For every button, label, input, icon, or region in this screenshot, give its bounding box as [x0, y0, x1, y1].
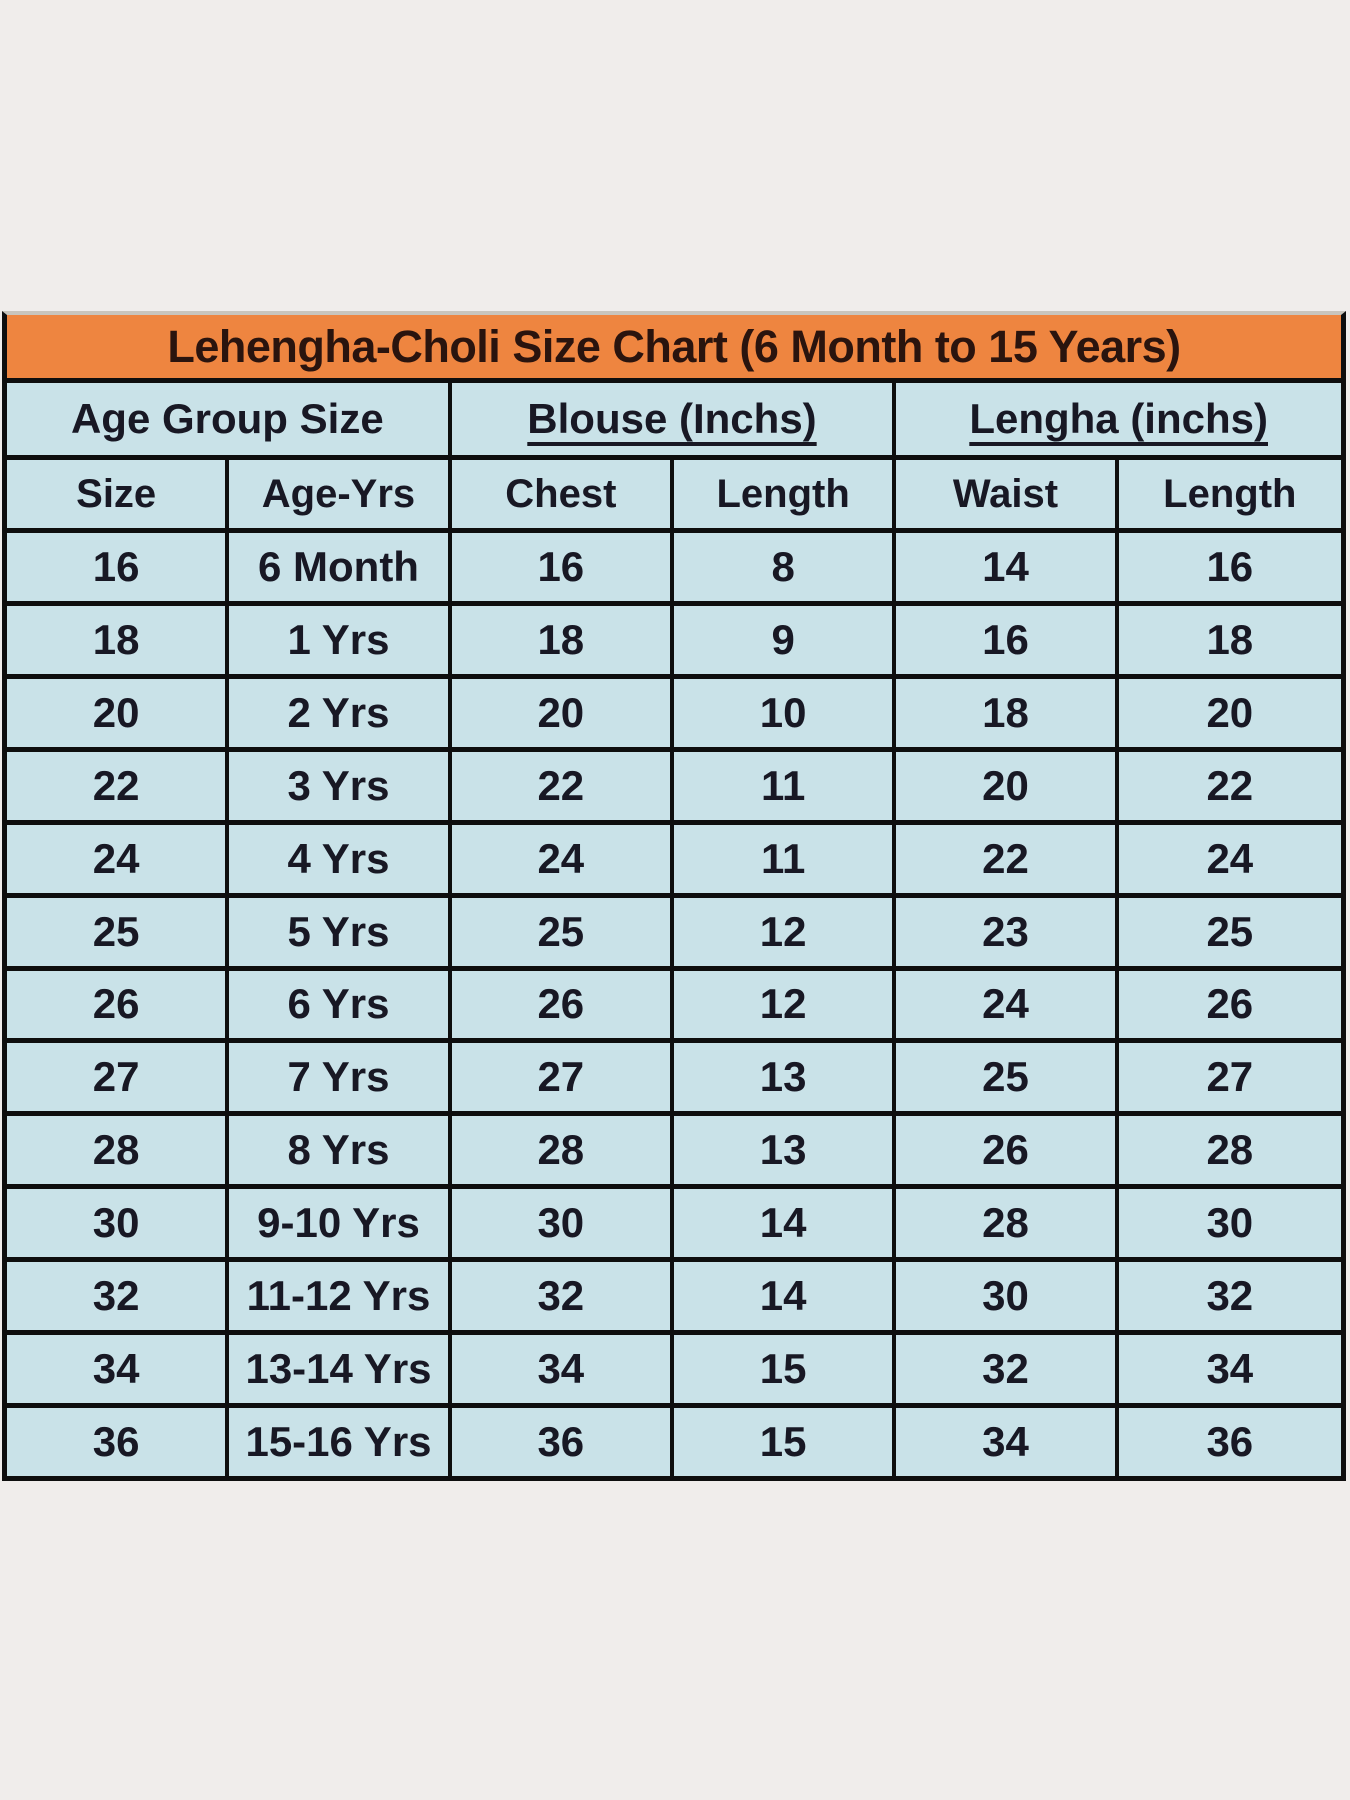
table-cell-size: 18: [7, 606, 229, 674]
table-cell-blouse-length: 15: [674, 1335, 896, 1403]
table-cell-waist: 34: [896, 1408, 1118, 1476]
table-row: [7, 1116, 1341, 1189]
table-cell-waist: 28: [896, 1189, 1118, 1257]
table-cell-age-yrs: 3 Yrs: [229, 752, 451, 820]
table-cell-chest: 26: [452, 971, 674, 1039]
table-cell-size: 27: [7, 1043, 229, 1111]
table-row: [7, 1335, 1341, 1408]
table-cell-lengha-length: 22: [1206, 761, 1254, 809]
table-cell-size: 25: [7, 898, 229, 966]
table-cell-lengha-length: 27: [1206, 1053, 1254, 1101]
table-cell-size: 20: [7, 679, 229, 747]
table-cell-age-yrs: 13-14 Yrs: [229, 1335, 451, 1403]
table-cell-chest: 22: [452, 752, 674, 820]
table-cell-size: 26: [7, 971, 229, 1039]
table-cell-age-yrs: 15-16 Yrs: [229, 1408, 451, 1476]
table-row: [7, 825, 1341, 898]
table-cell-lengha-length: 25: [1206, 907, 1254, 955]
table-cell-chest: 32: [452, 1262, 674, 1330]
table-group-header-row: [7, 383, 1341, 460]
table-cell-blouse-length: 13: [674, 1043, 896, 1111]
table-row: [7, 1408, 1341, 1476]
group-header-age-group-size: [7, 383, 452, 455]
table-row: [7, 898, 1341, 971]
table-cell-waist: 18: [896, 679, 1118, 747]
table-cell-age-yrs: 2 Yrs: [229, 679, 451, 747]
table-column-header-row: [7, 460, 1341, 533]
table-cell-lengha-length: 18: [1206, 615, 1254, 663]
table-cell-lengha-length: 16: [1206, 542, 1254, 590]
column-header-lengha-length: Length: [1163, 471, 1297, 516]
table-cell-chest: 25: [452, 898, 674, 966]
table-title: Lehengha-Choli Size Chart (6 Month to 15 Years): [167, 320, 1181, 372]
table-cell-chest: 30: [452, 1189, 674, 1257]
table-cell-chest: 34: [452, 1335, 674, 1403]
table-cell-age-yrs: 6 Month: [229, 533, 451, 601]
table-row: [7, 679, 1341, 752]
column-header-size: Size: [7, 460, 229, 528]
group-header-label: Lengha (inchs): [969, 395, 1268, 442]
table-cell-lengha-length: 28: [1206, 1126, 1254, 1174]
table-cell-size: 16: [7, 533, 229, 601]
table-cell-chest: 20: [452, 679, 674, 747]
table-cell-chest: 16: [452, 533, 674, 601]
table-cell-lengha-length: 36: [1206, 1418, 1254, 1466]
table-cell-age-yrs: 6 Yrs: [229, 971, 451, 1039]
table-cell-blouse-length: 14: [674, 1262, 896, 1330]
table-cell-size: 30: [7, 1189, 229, 1257]
column-header-age-yrs: Age-Yrs: [229, 460, 451, 528]
table-cell-waist: 26: [896, 1116, 1118, 1184]
table-cell-size: 34: [7, 1335, 229, 1403]
table-cell-waist: 25: [896, 1043, 1118, 1111]
table-cell-chest: 27: [452, 1043, 674, 1111]
table-row: [7, 971, 1341, 1044]
group-header-label: Blouse (Inchs): [527, 395, 817, 442]
table-cell-blouse-length: 11: [674, 825, 896, 893]
table-cell-lengha-length: 26: [1206, 980, 1254, 1028]
table-cell-chest: 24: [452, 825, 674, 893]
table-cell-size: 36: [7, 1408, 229, 1476]
table-title-row: [7, 315, 1341, 383]
table-cell-age-yrs: 4 Yrs: [229, 825, 451, 893]
table-cell-size: 22: [7, 752, 229, 820]
table-row: [7, 1043, 1341, 1116]
table-row: [7, 1189, 1341, 1262]
table-cell-blouse-length: 15: [674, 1408, 896, 1476]
table-cell-age-yrs: 9-10 Yrs: [229, 1189, 451, 1257]
table-row: [7, 606, 1341, 679]
size-chart-table: [2, 311, 1346, 1481]
table-cell-age-yrs: 1 Yrs: [229, 606, 451, 674]
table-row: [7, 1262, 1341, 1335]
table-cell-lengha-length: 32: [1206, 1272, 1254, 1320]
table-cell-size: 32: [7, 1262, 229, 1330]
table-row: [7, 752, 1341, 825]
table-cell-waist: 30: [896, 1262, 1118, 1330]
column-header-chest: Chest: [452, 460, 674, 528]
column-header-blouse-length: Length: [674, 460, 896, 528]
table-cell-waist: 24: [896, 971, 1118, 1039]
table-cell-blouse-length: 11: [674, 752, 896, 820]
table-cell-lengha-length: 30: [1206, 1199, 1254, 1247]
table-cell-waist: 14: [896, 533, 1118, 601]
table-cell-lengha-length: 20: [1206, 688, 1254, 736]
table-cell-waist: 22: [896, 825, 1118, 893]
table-cell-blouse-length: 14: [674, 1189, 896, 1257]
table-cell-lengha-length: 24: [1206, 834, 1254, 882]
table-cell-size: 24: [7, 825, 229, 893]
table-cell-blouse-length: 12: [674, 971, 896, 1039]
table-cell-age-yrs: 5 Yrs: [229, 898, 451, 966]
column-header-waist: Waist: [896, 460, 1118, 528]
table-cell-chest: 18: [452, 606, 674, 674]
table-cell-chest: 36: [452, 1408, 674, 1476]
table-cell-blouse-length: 12: [674, 898, 896, 966]
table-cell-lengha-length: 34: [1206, 1345, 1254, 1393]
table-body: [7, 533, 1341, 1476]
table-cell-age-yrs: 7 Yrs: [229, 1043, 451, 1111]
table-cell-waist: 23: [896, 898, 1118, 966]
table-cell-waist: 20: [896, 752, 1118, 820]
group-header-blouse-inchs: [452, 383, 897, 455]
table-cell-blouse-length: 13: [674, 1116, 896, 1184]
group-header-lengha-inchs: [896, 383, 1341, 455]
table-row: [7, 533, 1341, 606]
table-cell-blouse-length: 8: [674, 533, 896, 601]
group-header-label: Age Group Size: [70, 395, 384, 442]
table-cell-waist: 16: [896, 606, 1118, 674]
table-cell-age-yrs: 11-12 Yrs: [229, 1262, 451, 1330]
table-cell-age-yrs: 8 Yrs: [229, 1116, 451, 1184]
table-cell-chest: 28: [452, 1116, 674, 1184]
table-cell-size: 28: [7, 1116, 229, 1184]
table-cell-blouse-length: 10: [674, 679, 896, 747]
table-cell-waist: 32: [896, 1335, 1118, 1403]
table-cell-blouse-length: 9: [674, 606, 896, 674]
